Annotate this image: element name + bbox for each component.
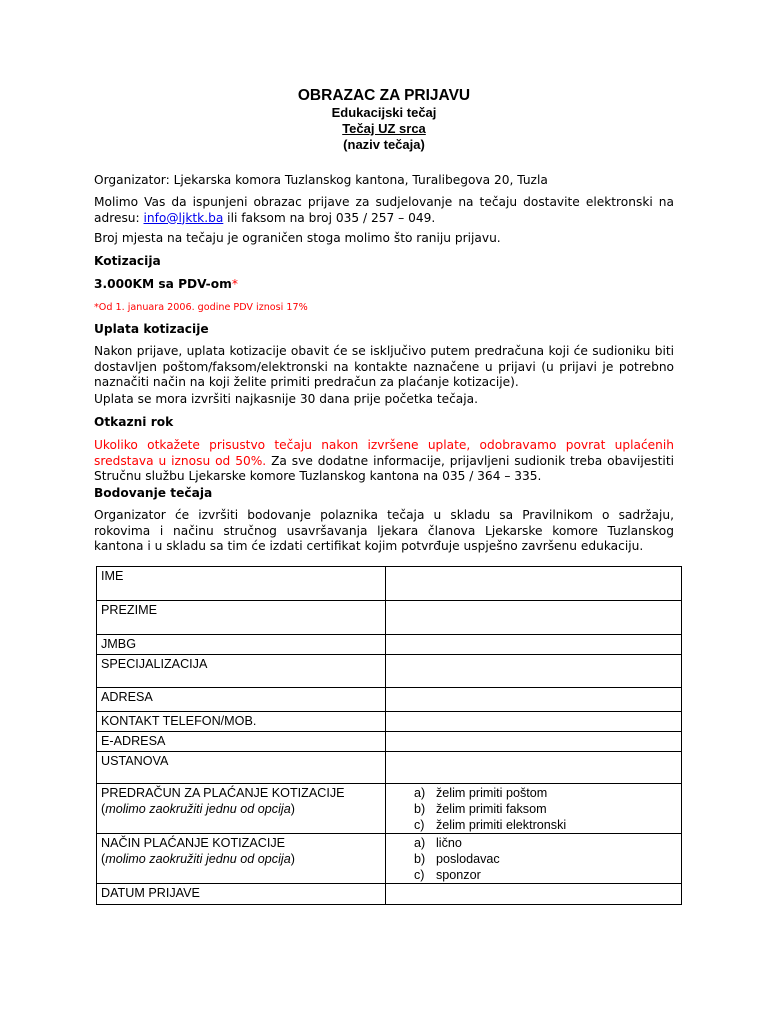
table-row [97, 732, 682, 752]
organizer-text: Organizator: Ljekarska komora Tuzlanskog kantona, Turalibegova 20, Tuzla [94, 173, 548, 187]
field-input-specijalizacija[interactable] [386, 655, 682, 688]
field-label-nacin [97, 834, 386, 884]
nacin-hint-line: (molimo zaokružiti jednu od opcija) [101, 852, 295, 866]
field-input-datum[interactable] [386, 884, 682, 905]
field-input-ustanova[interactable] [386, 752, 682, 784]
uplata-deadline: Uplata se mora izvršiti najkasnije 30 dana prije početka tečaja. [94, 392, 479, 406]
application-form-page [94, 86, 674, 900]
option-sponzor[interactable]: c) sponzor [414, 868, 481, 882]
table-row [97, 834, 682, 884]
table-row [97, 635, 682, 655]
field-input-telefon[interactable] [386, 712, 682, 732]
uplata-heading: Uplata kotizacije [94, 322, 209, 336]
price-text: 3.000KM sa PDV-om [94, 277, 232, 291]
email-link[interactable]: info@ljktk.ba [143, 210, 224, 225]
contact-info-text: Za sve dodatne informacije, prijavljeni sudionik treba obavijestiti Stručnu službu Ljekarske komore Tuzlanskog kantona na 035 / 364 – 335. [94, 453, 674, 483]
option-posta[interactable]: a) želim primiti poštom [414, 786, 548, 800]
table-row [97, 567, 682, 601]
form-header [94, 86, 674, 153]
option-poslodavac[interactable]: b) poslodavac [414, 852, 500, 866]
field-label-datum: DATUM PRIJAVE [97, 884, 386, 905]
refund-policy-text: Ukoliko otkažete prisustvo tečaju nakon izvršene uplate, odobravamo povrat uplaćenih sredstava u iznosu od 50%. [94, 438, 674, 468]
table-row [97, 884, 682, 905]
table-row [97, 688, 682, 712]
field-label-eadresa: E-ADRESA [97, 732, 386, 752]
field-input-prezime[interactable] [386, 601, 682, 635]
nacin-hint: molimo zaokružiti jednu od opcija [105, 852, 291, 866]
kotizacija-price [94, 277, 674, 293]
intro-text: Molimo Vas da ispunjeni obrazac prijave za sudjelovanje na tečaju dostavite elektronski na adresu: [94, 195, 674, 225]
field-label-prezime: PREZIME [97, 601, 386, 635]
predracun-hint-line: (molimo zaokružiti jednu od opcija) [101, 802, 295, 816]
otkazni-heading: Otkazni rok [94, 415, 174, 429]
option-faks[interactable]: b) želim primiti faksom [414, 802, 547, 816]
predracun-options [386, 784, 682, 834]
price-asterisk: * [231, 277, 238, 291]
bodovanje-paragraph: Organizator će izvršiti bodovanje polaznika tečaja u skladu sa Pravilnikom o sadržaju, rokovima i načinu stručnog usavršavanja ljekara članova Ljekarske komore Tuzlanskog kantona i u skladu sa tim će izdati certifikat kojim potvrđuje uspješno završenu edukaciju. [94, 508, 674, 553]
field-label-predracun [97, 784, 386, 834]
field-label-specijalizacija: SPECIJALIZACIJA [97, 655, 386, 688]
uplata-paragraph: Nakon prijave, uplata kotizacije obavit će se isključivo putem predračuna koji će sudioniku biti dostavljen poštom/faksom/elektronski na kontakte naznačene u prijavi (u prijavi je potrebno naznačiti način na koji želite primiti predračun za plaćanje kotizacije). [94, 344, 674, 389]
nacin-label: NAČIN PLAĆANJE KOTIZACIJE [101, 836, 286, 850]
otkazni-paragraph [94, 438, 674, 485]
predracun-label: PREDRAČUN ZA PLAĆANJE KOTIZACIJE [101, 786, 345, 800]
table-row [97, 784, 682, 834]
table-row [97, 752, 682, 784]
table-row [97, 712, 682, 732]
intro-paragraph [94, 195, 674, 226]
course-type: Edukacijski tečaj [331, 105, 437, 120]
predracun-hint: molimo zaokružiti jednu od opcija [105, 802, 291, 816]
form-title: OBRAZAC ZA PRIJAVU [297, 87, 471, 104]
table-row [97, 601, 682, 635]
field-label-ime: IME [97, 567, 386, 601]
field-input-adresa[interactable] [386, 688, 682, 712]
field-input-jmbg[interactable] [386, 635, 682, 655]
option-elektronski[interactable]: c) želim primiti elektronski [414, 818, 567, 832]
field-label-adresa: ADRESA [97, 688, 386, 712]
field-label-jmbg: JMBG [97, 635, 386, 655]
limit-text: Broj mjesta na tečaju je ograničen stoga molimo što raniju prijavu. [94, 231, 501, 245]
nacin-options [386, 834, 682, 884]
kotizacija-heading: Kotizacija [94, 254, 161, 268]
bodovanje-heading: Bodovanje tečaja [94, 486, 213, 500]
course-name: Tečaj UZ srca [342, 121, 426, 136]
field-label-ustanova: USTANOVA [97, 752, 386, 784]
vat-note: *Od 1. januara 2006. godine PDV iznosi 17% [94, 302, 308, 313]
field-input-ime[interactable] [386, 567, 682, 601]
course-name-note: (naziv tečaja) [343, 137, 425, 152]
registration-table [96, 566, 682, 905]
table-row [97, 655, 682, 688]
option-licno[interactable]: a) lično [414, 836, 462, 850]
intro-fax-text: ili faksom na broj 035 / 257 – 049. [223, 210, 436, 225]
field-input-eadresa[interactable] [386, 732, 682, 752]
field-label-telefon: KONTAKT TELEFON/MOB. [97, 712, 386, 732]
